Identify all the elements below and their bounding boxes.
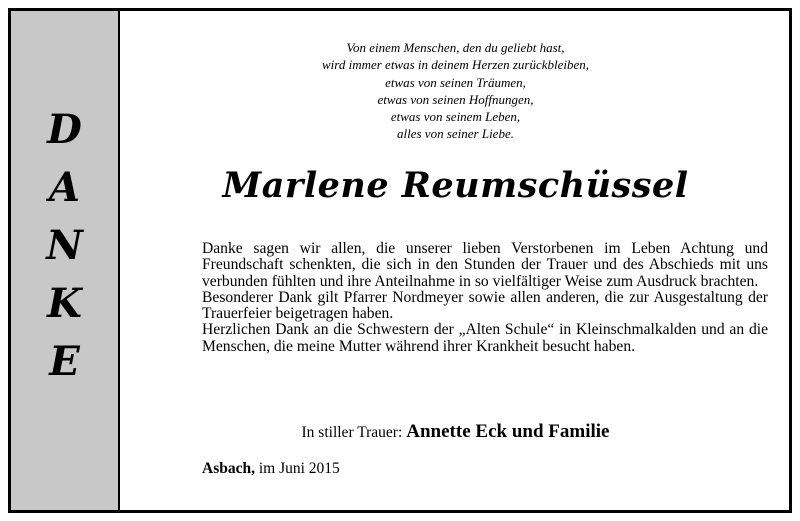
poem-line: Von einem Menschen, den du geliebt hast, (346, 40, 565, 55)
obituary-frame (8, 8, 792, 513)
danke-vertical-text (11, 101, 118, 391)
danke-letter: D (47, 106, 82, 153)
signature-prefix: In stiller Trauer: (301, 424, 403, 441)
signature-line (122, 421, 789, 443)
date: im Juni 2015 (258, 460, 340, 477)
deceased-name: Marlene Reumschüssel (222, 165, 689, 206)
signature-names: Annette Eck und Familie (406, 421, 610, 442)
thanks-paragraph: Herzlichen Dank an die Schwestern der „Alten Schule“ in Kleinschmalkalden und an die Menschen, die meine Mutter während ihrer Krankheit besucht haben. (202, 321, 768, 355)
danke-letter: K (47, 280, 82, 327)
danke-letter: E (49, 338, 80, 385)
danke-sidebar (11, 11, 120, 510)
danke-letter: A (48, 164, 81, 211)
danke-letter: N (46, 222, 83, 269)
poem-line: etwas von seinem Leben, (390, 109, 521, 125)
poem-line: etwas von seinen Hoffnungen, (377, 91, 534, 107)
thanks-paragraph: Besonderer Dank gilt Pfarrer Nordmeyer sowie allen anderen, die zur Ausgestaltung der Trauerfeier beigetragen haben. (202, 288, 768, 323)
place: Asbach, (202, 460, 255, 477)
obituary-content (122, 11, 789, 510)
poem-line: alles von seiner Liebe. (397, 126, 514, 142)
poem-line: wird immer etwas in deinem Herzen zurückbleiben, (321, 57, 590, 73)
thanks-text (202, 241, 768, 355)
poem-line: etwas von seinen Träumen, (385, 74, 526, 90)
thanks-paragraph: Danke sagen wir allen, die unserer lieben Verstorbenen im Leben Achtung und Freundschaft schenkten, die sich in den Stunden der Trauer und des Abschieds mit uns verbunden fühlten und ihre Anteilnahme in so vielfältiger Weise zum Ausdruck brachten. (202, 240, 768, 290)
memorial-poem (122, 39, 789, 143)
place-date (202, 460, 340, 478)
